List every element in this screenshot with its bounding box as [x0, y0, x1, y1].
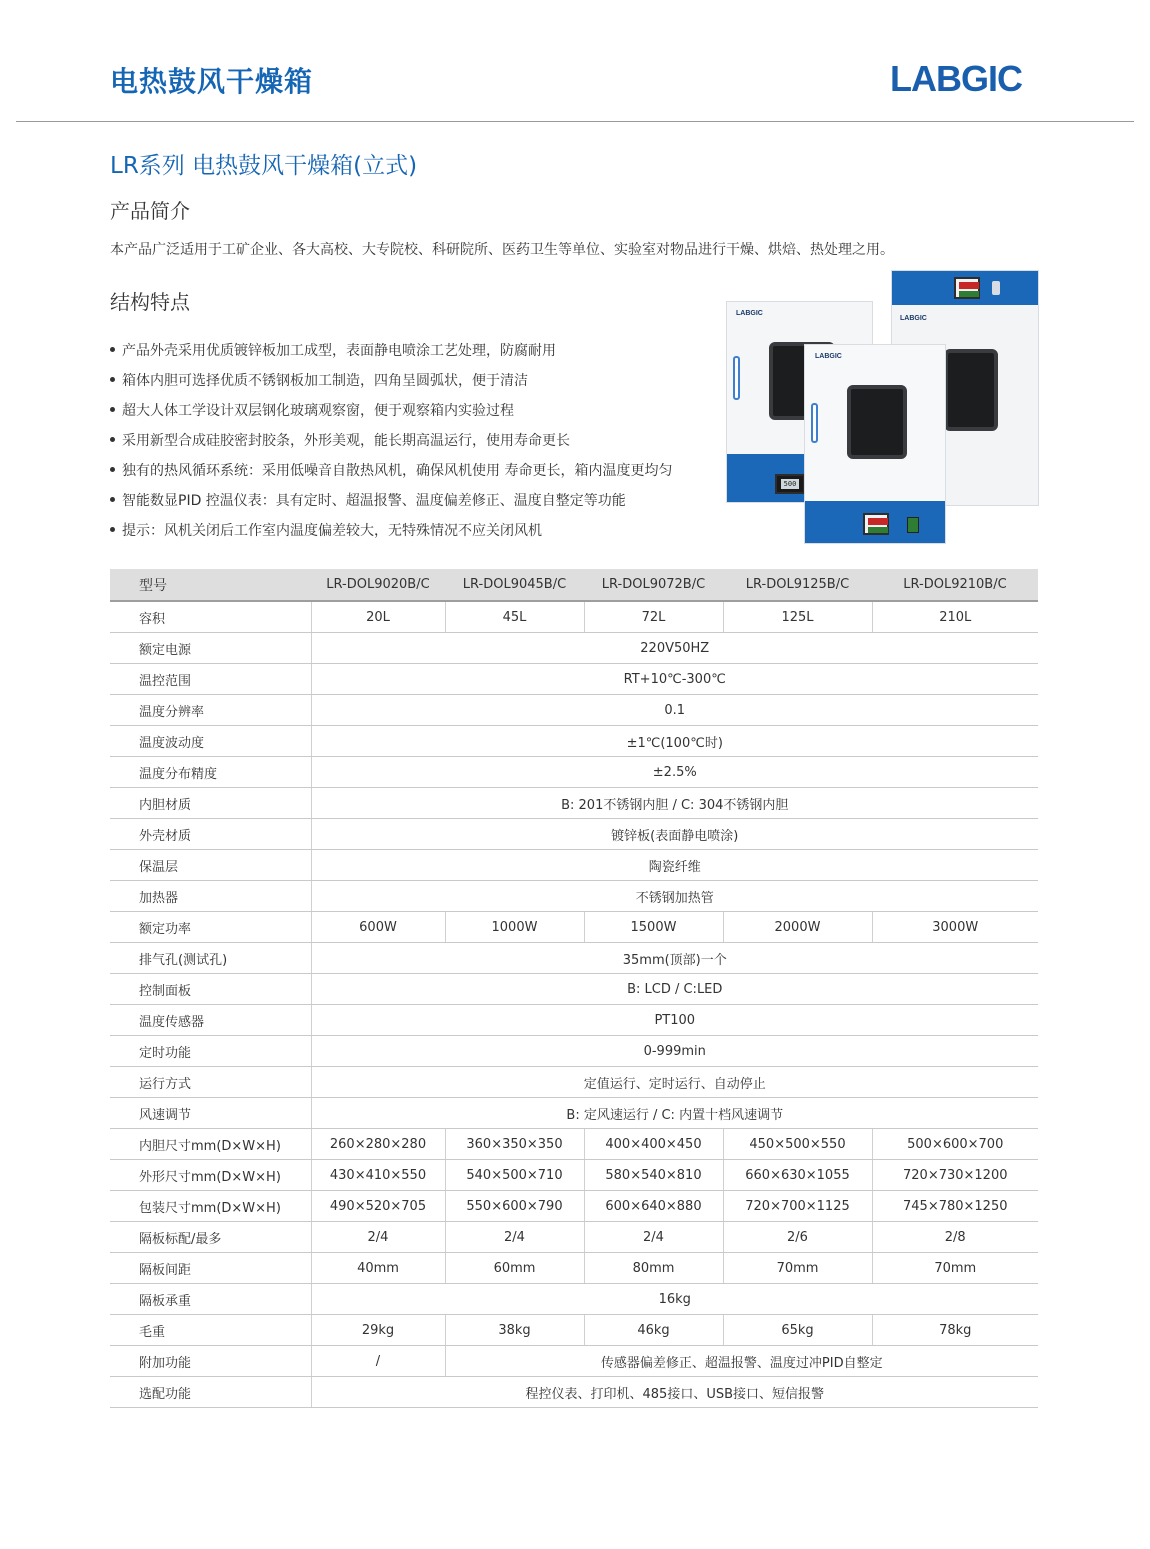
- spec-label: 加热器: [110, 881, 311, 912]
- spec-label: 包装尺寸mm(D×W×H): [110, 1191, 311, 1222]
- spec-value: 16kg: [311, 1284, 1038, 1315]
- spec-value: ±1℃(100℃时): [311, 726, 1038, 757]
- feature-item: 箱体内胆可选择优质不锈钢板加工制造，四角呈圆弧状，便于清洁: [110, 366, 672, 396]
- spec-header-row: [110, 569, 1038, 601]
- spec-value: 550×600×790: [445, 1191, 584, 1222]
- spec-value: 2000W: [723, 912, 872, 943]
- spec-label: 附加功能: [110, 1346, 311, 1377]
- oven-window: [847, 385, 907, 459]
- spec-row: [110, 1377, 1038, 1408]
- spec-row-outer-size: [110, 1160, 1038, 1191]
- door-handle-icon: [811, 403, 818, 443]
- bullet-icon: [110, 377, 115, 382]
- header-divider: [16, 121, 1134, 122]
- spec-row: [110, 1005, 1038, 1036]
- bullet-icon: [110, 347, 115, 352]
- spec-value: 定值运行、定时运行、自动停止: [311, 1067, 1038, 1098]
- model-name: LR-DOL9125B/C: [723, 569, 872, 601]
- spec-value: 600W: [311, 912, 445, 943]
- bullet-icon: [110, 437, 115, 442]
- spec-value: 260×280×280: [311, 1129, 445, 1160]
- spec-label: 隔板承重: [110, 1284, 311, 1315]
- spec-value: 65kg: [723, 1315, 872, 1346]
- spec-value: 2/4: [584, 1222, 723, 1253]
- spec-row: [110, 1036, 1038, 1067]
- bullet-icon: [110, 407, 115, 412]
- spec-value: 78kg: [872, 1315, 1038, 1346]
- spec-value: 125L: [723, 601, 872, 633]
- spec-row: [110, 726, 1038, 757]
- spec-label: 外壳材质: [110, 819, 311, 850]
- spec-label: 控制面板: [110, 974, 311, 1005]
- model-name: LR-DOL9210B/C: [872, 569, 1038, 601]
- spec-label: 温度分布精度: [110, 757, 311, 788]
- spec-value: 70mm: [872, 1253, 1038, 1284]
- feature-item: 提示：风机关闭后工作室内温度偏差较大，无特殊情况不应关闭风机: [110, 516, 672, 546]
- spec-value: 传感器偏差修正、超温报警、温度过冲PID自整定: [445, 1346, 1038, 1377]
- spec-label: 额定电源: [110, 633, 311, 664]
- spec-row: [110, 1067, 1038, 1098]
- labgic-logo: LABGIC: [890, 58, 1022, 99]
- spec-label: 温控范围: [110, 664, 311, 695]
- spec-value: 38kg: [445, 1315, 584, 1346]
- spec-row: [110, 788, 1038, 819]
- spec-label: 外形尺寸mm(D×W×H): [110, 1160, 311, 1191]
- spec-value: 0.1: [311, 695, 1038, 726]
- spec-value: PT100: [311, 1005, 1038, 1036]
- spec-label: 内胆尺寸mm(D×W×H): [110, 1129, 311, 1160]
- spec-value: 210L: [872, 601, 1038, 633]
- spec-value: 400×400×450: [584, 1129, 723, 1160]
- spec-row-power: [110, 912, 1038, 943]
- spec-value: 程控仪表、打印机、485接口、USB接口、短信报警: [311, 1377, 1038, 1408]
- spec-row: [110, 1284, 1038, 1315]
- spec-value: 29kg: [311, 1315, 445, 1346]
- spec-value: 490×520×705: [311, 1191, 445, 1222]
- spec-value: 1000W: [445, 912, 584, 943]
- spec-row: [110, 695, 1038, 726]
- model-name: LR-DOL9072B/C: [584, 569, 723, 601]
- spec-row: [110, 757, 1038, 788]
- spec-label: 内胆材质: [110, 788, 311, 819]
- spec-table: [110, 569, 1038, 1408]
- spec-value: RT+10℃-300℃: [311, 664, 1038, 695]
- spec-label: 隔板间距: [110, 1253, 311, 1284]
- spec-value: 60mm: [445, 1253, 584, 1284]
- spec-value: 220V50HZ: [311, 633, 1038, 664]
- door-handle-icon: [733, 356, 740, 400]
- features-list: [110, 336, 672, 546]
- spec-value: /: [311, 1346, 445, 1377]
- spec-value: 陶瓷纤维: [311, 850, 1038, 881]
- oven-window: [944, 349, 998, 431]
- bullet-icon: [110, 527, 115, 532]
- feature-item: 超大人体工学设计双层钢化玻璃观察窗，便于观察箱内实验过程: [110, 396, 672, 426]
- power-switch-icon: [907, 517, 919, 533]
- spec-value: B: 201不锈钢内胆 / C: 304不锈钢内胆: [311, 788, 1038, 819]
- spec-value: 600×640×880: [584, 1191, 723, 1222]
- bullet-icon: [110, 497, 115, 502]
- page-header-title: 电热鼓风干燥箱: [110, 65, 314, 98]
- intro-heading: 产品简介: [110, 199, 190, 223]
- spec-row: [110, 881, 1038, 912]
- spec-value: ±2.5%: [311, 757, 1038, 788]
- spec-label: 毛重: [110, 1315, 311, 1346]
- spec-label: 温度波动度: [110, 726, 311, 757]
- spec-row-shelf-spacing: [110, 1253, 1038, 1284]
- spec-value: 500×600×700: [872, 1129, 1038, 1160]
- spec-value: 2/8: [872, 1222, 1038, 1253]
- spec-label: 隔板标配/最多: [110, 1222, 311, 1253]
- oven-brand-label: LABGIC: [900, 315, 927, 322]
- series-title: LR系列 电热鼓风干燥箱(立式): [110, 153, 418, 179]
- spec-value: 不锈钢加热管: [311, 881, 1038, 912]
- spec-label: 运行方式: [110, 1067, 311, 1098]
- spec-row: [110, 664, 1038, 695]
- spec-row: [110, 943, 1038, 974]
- spec-row: [110, 850, 1038, 881]
- spec-value: 720×700×1125: [723, 1191, 872, 1222]
- lcd-display-icon: 500: [775, 474, 805, 494]
- spec-label: 温度分辨率: [110, 695, 311, 726]
- spec-value: 46kg: [584, 1315, 723, 1346]
- spec-row: [110, 819, 1038, 850]
- model-name: LR-DOL9045B/C: [445, 569, 584, 601]
- spec-label: 型号: [110, 569, 311, 601]
- spec-label: 容积: [110, 601, 311, 633]
- spec-value: 660×630×1055: [723, 1160, 872, 1191]
- features-heading: 结构特点: [110, 290, 190, 314]
- spec-row-inner-size: [110, 1129, 1038, 1160]
- spec-row-weight: [110, 1315, 1038, 1346]
- spec-value: 745×780×1250: [872, 1191, 1038, 1222]
- spec-row-shelves: [110, 1222, 1038, 1253]
- spec-label: 保温层: [110, 850, 311, 881]
- spec-value: 80mm: [584, 1253, 723, 1284]
- spec-value: 20L: [311, 601, 445, 633]
- spec-label: 排气孔(测试孔): [110, 943, 311, 974]
- spec-value: 360×350×350: [445, 1129, 584, 1160]
- spec-label: 风速调节: [110, 1098, 311, 1129]
- spec-label: 选配功能: [110, 1377, 311, 1408]
- feature-item: 采用新型合成硅胶密封胶条，外形美观，能长期高温运行，使用寿命更长: [110, 426, 672, 456]
- spec-value: 2/6: [723, 1222, 872, 1253]
- spec-value: 450×500×550: [723, 1129, 872, 1160]
- intro-text: 本产品广泛适用于工矿企业、各大高校、大专院校、科研院所、医药卫生等单位、实验室对物品进行干燥、烘焙、热处理之用。: [110, 242, 894, 258]
- spec-value: 3000W: [872, 912, 1038, 943]
- spec-label: 额定功率: [110, 912, 311, 943]
- spec-value: 70mm: [723, 1253, 872, 1284]
- spec-value: B: LCD / C:LED: [311, 974, 1038, 1005]
- temperature-display-icon: [863, 513, 889, 535]
- oven-unit-small: LABGIC 500: [726, 301, 873, 503]
- spec-value: 0-999min: [311, 1036, 1038, 1067]
- spec-value: 2/4: [445, 1222, 584, 1253]
- temperature-display-icon: [954, 277, 980, 299]
- product-image: [720, 268, 1045, 546]
- spec-value: 580×540×810: [584, 1160, 723, 1191]
- spec-row-extra: [110, 1346, 1038, 1377]
- spec-row: [110, 974, 1038, 1005]
- feature-item: 独有的热风循环系统：采用低噪音自散热风机，确保风机使用 寿命更长，箱内温度更均匀: [110, 456, 672, 486]
- feature-item: 智能数显PID 控温仪表：具有定时、超温报警、温度偏差修正、温度自整定等功能: [110, 486, 672, 516]
- spec-value: 430×410×550: [311, 1160, 445, 1191]
- spec-row: [110, 633, 1038, 664]
- spec-value: 镀锌板(表面静电喷涂): [311, 819, 1038, 850]
- spec-value: 2/4: [311, 1222, 445, 1253]
- spec-value: 45L: [445, 601, 584, 633]
- spec-row: [110, 1098, 1038, 1129]
- spec-value: 1500W: [584, 912, 723, 943]
- feature-item: 产品外壳采用优质镀锌板加工成型，表面静电喷涂工艺处理，防腐耐用: [110, 336, 672, 366]
- spec-value: 72L: [584, 601, 723, 633]
- spec-value: 35mm(顶部)一个: [311, 943, 1038, 974]
- spec-row-package-size: [110, 1191, 1038, 1222]
- spec-label: 定时功能: [110, 1036, 311, 1067]
- oven-unit-front: LABGIC: [804, 344, 946, 544]
- spec-row-volume: [110, 601, 1038, 633]
- model-name: LR-DOL9020B/C: [311, 569, 445, 601]
- spec-value: B: 定风速运行 / C: 内置十档风速调节: [311, 1098, 1038, 1129]
- bullet-icon: [110, 467, 115, 472]
- spec-value: 720×730×1200: [872, 1160, 1038, 1191]
- spec-value: 40mm: [311, 1253, 445, 1284]
- spec-value: 540×500×710: [445, 1160, 584, 1191]
- power-switch-icon: [992, 281, 1000, 295]
- spec-label: 温度传感器: [110, 1005, 311, 1036]
